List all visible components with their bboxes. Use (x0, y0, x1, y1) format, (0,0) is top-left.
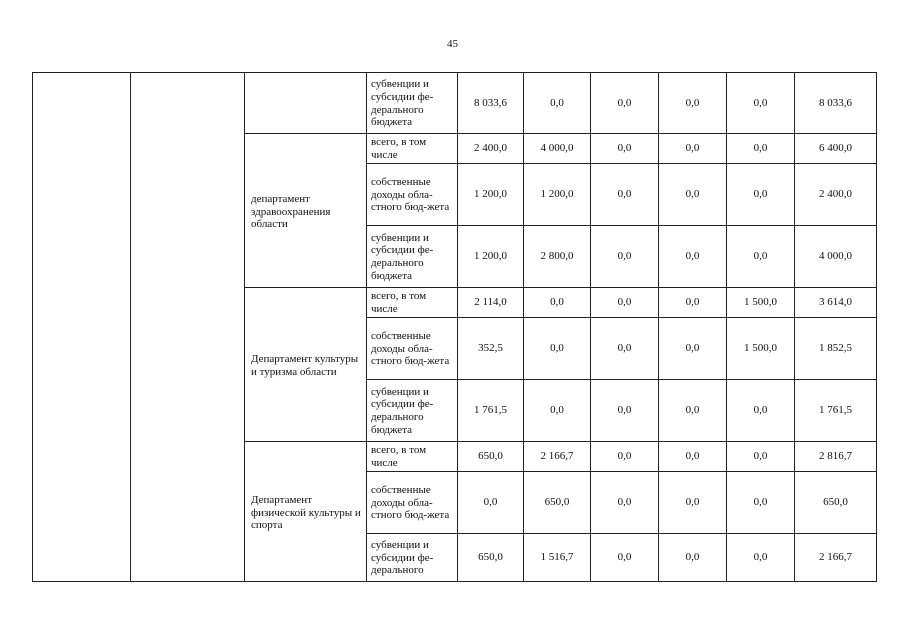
year-value-cell: 2 400,0 (458, 134, 524, 164)
total-value-cell: 2 166,7 (795, 534, 877, 582)
year-value-cell: 650,0 (524, 472, 591, 534)
year-value-cell: 0,0 (659, 164, 727, 226)
year-value-cell: 0,0 (659, 318, 727, 380)
department-cell (245, 73, 367, 134)
department-cell: Департамент физической культуры и спорта (245, 442, 367, 582)
year-value-cell: 0,0 (727, 73, 795, 134)
year-value-cell: 1 500,0 (727, 318, 795, 380)
measure-column-cell (131, 73, 245, 582)
year-value-cell: 0,0 (727, 226, 795, 288)
total-value-cell: 8 033,6 (795, 73, 877, 134)
total-value-cell: 650,0 (795, 472, 877, 534)
year-value-cell: 0,0 (591, 73, 659, 134)
year-value-cell: 0,0 (591, 380, 659, 442)
year-value-cell: 1 200,0 (524, 164, 591, 226)
year-value-cell: 0,0 (727, 380, 795, 442)
year-value-cell: 1 200,0 (458, 164, 524, 226)
year-value-cell: 0,0 (659, 380, 727, 442)
total-value-cell: 1 852,5 (795, 318, 877, 380)
funding-source-cell: всего, в том числе (367, 134, 458, 164)
funding-source-cell: всего, в том числе (367, 442, 458, 472)
funding-source-cell: субвенции и субсидии фе-дерального бюджета (367, 380, 458, 442)
department-cell: Департамент культуры и туризма области (245, 288, 367, 442)
year-value-cell: 0,0 (659, 73, 727, 134)
year-value-cell: 2 800,0 (524, 226, 591, 288)
year-value-cell: 0,0 (727, 442, 795, 472)
year-value-cell: 0,0 (659, 472, 727, 534)
year-value-cell: 0,0 (591, 164, 659, 226)
year-value-cell: 0,0 (591, 534, 659, 582)
year-value-cell: 0,0 (591, 472, 659, 534)
year-value-cell: 0,0 (659, 442, 727, 472)
funding-source-cell: собственные доходы обла-стного бюд-жета (367, 318, 458, 380)
year-value-cell: 0,0 (458, 472, 524, 534)
year-value-cell: 2 166,7 (524, 442, 591, 472)
year-value-cell: 1 500,0 (727, 288, 795, 318)
year-value-cell: 0,0 (524, 380, 591, 442)
year-value-cell: 0,0 (591, 288, 659, 318)
funding-source-cell: субвенции и субсидии фе-дерального бюджета (367, 226, 458, 288)
total-value-cell: 3 614,0 (795, 288, 877, 318)
year-value-cell: 650,0 (458, 534, 524, 582)
year-value-cell: 0,0 (591, 318, 659, 380)
year-value-cell: 0,0 (659, 288, 727, 318)
funding-source-cell: всего, в том числе (367, 288, 458, 318)
year-value-cell: 0,0 (659, 226, 727, 288)
total-value-cell: 6 400,0 (795, 134, 877, 164)
year-value-cell: 1 516,7 (524, 534, 591, 582)
year-value-cell: 0,0 (591, 226, 659, 288)
program-column-cell (33, 73, 131, 582)
year-value-cell: 2 114,0 (458, 288, 524, 318)
year-value-cell: 8 033,6 (458, 73, 524, 134)
year-value-cell: 1 200,0 (458, 226, 524, 288)
total-value-cell: 1 761,5 (795, 380, 877, 442)
year-value-cell: 0,0 (659, 134, 727, 164)
funding-source-cell: собственные доходы обла-стного бюд-жета (367, 472, 458, 534)
year-value-cell: 0,0 (524, 288, 591, 318)
funding-source-cell: субвенции и субсидии фе-дерального бюджета (367, 73, 458, 134)
year-value-cell: 4 000,0 (524, 134, 591, 164)
funding-source-cell: субвенции и субсидии фе-дерального (367, 534, 458, 582)
year-value-cell: 0,0 (524, 318, 591, 380)
total-value-cell: 4 000,0 (795, 226, 877, 288)
funding-source-cell: собственные доходы обла-стного бюд-жета (367, 164, 458, 226)
budget-table (32, 72, 877, 582)
department-cell: департамент здравоохранения области (245, 134, 367, 288)
year-value-cell: 0,0 (659, 534, 727, 582)
year-value-cell: 1 761,5 (458, 380, 524, 442)
total-value-cell: 2 816,7 (795, 442, 877, 472)
page-number: 45 (447, 38, 458, 50)
table-row (33, 73, 877, 134)
year-value-cell: 0,0 (727, 534, 795, 582)
year-value-cell: 0,0 (524, 73, 591, 134)
year-value-cell: 0,0 (591, 442, 659, 472)
year-value-cell: 0,0 (727, 472, 795, 534)
year-value-cell: 650,0 (458, 442, 524, 472)
year-value-cell: 0,0 (727, 134, 795, 164)
year-value-cell: 0,0 (727, 164, 795, 226)
year-value-cell: 0,0 (591, 134, 659, 164)
total-value-cell: 2 400,0 (795, 164, 877, 226)
year-value-cell: 352,5 (458, 318, 524, 380)
